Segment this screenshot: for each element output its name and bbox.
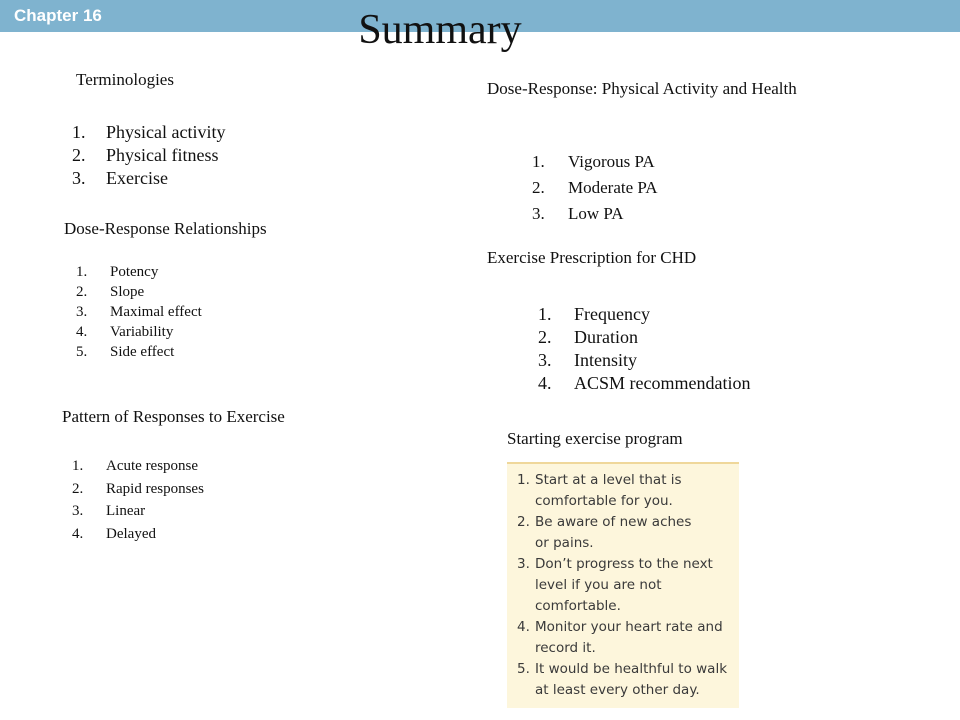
- list-item: [532, 152, 658, 178]
- item-number: 4.: [76, 324, 88, 340]
- list-item: [76, 344, 202, 364]
- list-item: [76, 284, 202, 304]
- item-label: Maximal effect: [110, 304, 202, 320]
- list-item: [538, 304, 750, 327]
- item-label: Physical fitness: [106, 145, 219, 165]
- item-label: Duration: [574, 327, 638, 347]
- list-item: [72, 168, 225, 191]
- item-label: Potency: [110, 264, 159, 280]
- item-number: 3.: [76, 304, 88, 320]
- item-number: 4.: [538, 373, 552, 393]
- item-label: Acute response: [106, 458, 199, 474]
- dose-response-relationships-heading: Dose-Response Relationships: [64, 219, 267, 238]
- item-label: Exercise: [106, 168, 168, 188]
- page-title: Summary: [358, 7, 522, 53]
- terminologies-list: [72, 122, 225, 191]
- item-number: 2.: [538, 327, 552, 347]
- exercise-prescription-list: [538, 304, 750, 396]
- list-item: [72, 526, 204, 549]
- list-item: [76, 324, 202, 344]
- list-item: [72, 458, 204, 481]
- pattern-of-responses-heading: Pattern of Responses to Exercise: [62, 407, 285, 426]
- dose-response-pa-health-list: [532, 152, 658, 230]
- list-item: [538, 327, 750, 350]
- item-number: 3.: [517, 556, 530, 572]
- dose-response-pa-health-heading: Dose-Response: Physical Activity and Health: [487, 79, 797, 98]
- item-number: 2.: [72, 480, 84, 497]
- item-number: 3.: [72, 503, 84, 519]
- item-number: 3.: [532, 204, 545, 223]
- item-number: 3.: [538, 350, 552, 370]
- item-number: 1.: [76, 264, 88, 280]
- list-item: [72, 503, 204, 526]
- list-item: [76, 264, 202, 284]
- item-number: 5.: [76, 344, 88, 360]
- list-item: [517, 470, 739, 512]
- item-label: Vigorous PA: [568, 152, 655, 171]
- list-item: [72, 481, 204, 504]
- list-item: [517, 554, 739, 617]
- list-item: [532, 178, 658, 204]
- item-text: Don’t progress to the next level if you are not comfortable.: [535, 556, 713, 614]
- item-number: 1.: [538, 304, 552, 324]
- item-label: Intensity: [574, 350, 637, 370]
- item-label: Slope: [110, 284, 145, 300]
- item-label: Variability: [110, 324, 174, 340]
- item-label: Low PA: [568, 204, 624, 223]
- item-text: Be aware of new aches or pains.: [535, 514, 692, 551]
- list-item: [517, 659, 739, 701]
- list-item: [517, 512, 739, 554]
- item-label: Delayed: [106, 525, 156, 542]
- starting-program-list: [507, 464, 739, 701]
- item-number: 2.: [517, 514, 530, 530]
- list-item: [72, 122, 225, 145]
- item-number: 3.: [72, 168, 86, 188]
- list-item: [517, 617, 739, 659]
- item-number: 1.: [72, 458, 84, 474]
- item-text: It would be healthful to walk at least every other day.: [535, 661, 728, 698]
- item-label: ACSM recommendation: [574, 373, 751, 393]
- item-label: Rapid responses: [106, 480, 204, 497]
- item-number: 4.: [517, 619, 530, 635]
- list-item: [532, 204, 658, 230]
- exercise-prescription-heading: Exercise Prescription for CHD: [487, 248, 697, 267]
- list-item: [538, 350, 750, 373]
- chapter-label: Chapter 16: [14, 6, 102, 25]
- item-number: 2.: [76, 284, 88, 300]
- item-number: 2.: [532, 178, 545, 197]
- pattern-of-responses-list: [72, 458, 204, 548]
- item-label: Frequency: [574, 304, 650, 324]
- terminologies-heading: Terminologies: [76, 70, 174, 89]
- item-number: 1.: [532, 152, 545, 171]
- item-label: Moderate PA: [568, 178, 658, 197]
- item-label: Physical activity: [106, 122, 226, 142]
- item-label: Side effect: [110, 344, 175, 360]
- item-number: 5.: [517, 661, 530, 677]
- item-label: Linear: [106, 503, 146, 519]
- list-item: [538, 373, 750, 396]
- starting-program-heading: Starting exercise program: [507, 429, 683, 448]
- item-number: 1.: [517, 472, 530, 488]
- item-text: Monitor your heart rate and record it.: [535, 619, 723, 656]
- item-number: 4.: [72, 525, 84, 542]
- list-item: [76, 304, 202, 324]
- starting-program-box: [507, 462, 739, 708]
- item-number: 2.: [72, 145, 86, 165]
- item-number: 1.: [72, 122, 86, 142]
- item-text: Start at a level that is comfortable for you.: [535, 472, 682, 509]
- list-item: [72, 145, 225, 168]
- dose-response-relationships-list: [76, 264, 202, 364]
